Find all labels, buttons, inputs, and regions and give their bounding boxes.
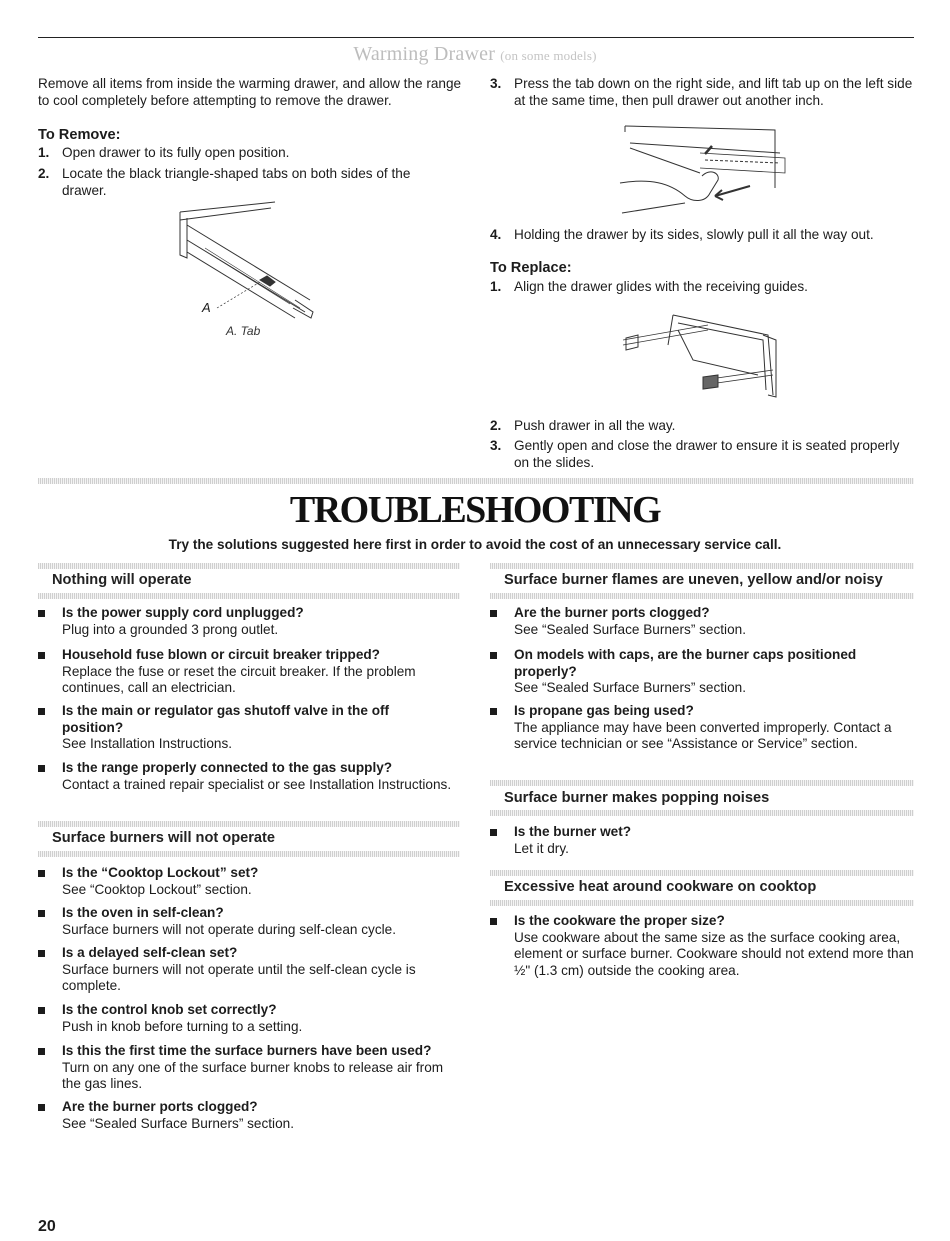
bullet [38,910,45,917]
heading-band [490,900,914,906]
warming-intro: Remove all items from inside the warming drawer, and allow the range to cool completely before attempting to remove the drawer. [38,76,462,108]
bullet [38,765,45,772]
heading-nothing-will-operate [38,563,460,599]
top-rule [38,37,914,38]
answer: The appliance may have been converted improperly. Contact a service technician or see “Assistance or Service” section. [514,719,892,752]
bullet [490,708,497,715]
answer: Surface burners will not operate during self-clean cycle. [62,921,396,937]
question: Are the burner ports clogged? [62,1099,258,1114]
heading-band [490,563,914,569]
step-number: 4. [490,227,502,242]
step-text: Locate the black triangle-shaped tabs on both sides of the drawer. [62,166,411,198]
step-number: 1. [38,145,50,160]
bullet [38,610,45,617]
drawer-pull-illustration [610,118,790,218]
answer: Use cookware about the same size as the surface cooking area, element or surface burner. Cookware should not extend more than ½" (1.3 cm) outside the cooking area. [514,929,914,978]
answer: Contact a trained repair specialist or see Installation Instructions. [62,776,452,792]
list-item [38,703,443,753]
question: Is a delayed self-clean set? [62,945,238,960]
remove-step-4 [490,227,915,244]
question: Is the power supply cord unplugged? [62,605,304,620]
heading-band [490,810,914,816]
section-title-text: Warming Drawer [353,43,496,65]
question: Is the oven in self-clean? [62,905,224,920]
bullet [490,610,497,617]
troubleshooting-intro: Try the solutions suggested here first in order to avoid the cost of an unnecessary service call. [168,537,782,552]
heading-surface-burners-will-not-operate [38,821,460,857]
step-text: Holding the drawer by its sides, slowly pull it all the way out. [514,227,874,242]
bullet [38,1007,45,1014]
figure-caption: A. Tab [226,324,261,338]
bullet [490,829,497,836]
step-number: 3. [490,76,502,91]
section-divider [38,478,914,484]
bullet [490,652,497,659]
step-text: Align the drawer glides with the receiving guides. [514,279,808,294]
list-item [490,703,914,753]
answer: See “Sealed Surface Burners” section. [514,680,746,696]
answer: See “Sealed Surface Burners” section. [514,621,746,637]
bullet [38,652,45,659]
replace-step-1 [490,279,915,296]
answer: Let it dry. [514,840,569,856]
step-number: 3. [490,438,502,453]
step-number: 2. [490,418,502,433]
question: Are the burner ports clogged? [514,605,710,620]
step-text: Push drawer in all the way. [514,418,676,433]
question: Is the range properly connected to the gas supply? [62,760,393,775]
question: Is the “Cooktop Lockout” set? [62,865,259,880]
answer: See “Sealed Surface Burners” section. [62,1115,294,1131]
heading-text: Nothing will operate [52,572,192,588]
heading-excessive-heat [490,870,914,906]
list-item [38,760,460,793]
answer: Turn on any one of the surface burner knobs to release air from the gas lines. [62,1059,444,1092]
bullet [38,1048,45,1055]
heading-popping-noises [490,780,914,816]
remove-step-2 [38,166,458,199]
heading-flames-uneven [490,563,914,599]
list-item [38,865,460,898]
list-item [38,605,460,638]
step-text: Press the tab down on the right side, and lift tab up on the left side at the same time, then pull drawer out another inch. [514,76,913,108]
heading-text: Surface burner flames are uneven, yellow and/or noisy [504,572,883,588]
replace-step-2 [490,418,915,435]
heading-band [38,593,460,599]
heading-band [38,821,460,827]
troubleshooting-title: TROUBLESHOOTING [289,489,661,531]
answer: See “Cooktop Lockout” section. [62,881,252,897]
page-number: 20 [38,1218,56,1235]
list-item [490,647,914,697]
heading-text: Surface burner makes popping noises [504,790,770,806]
section-subtitle: (on some models) [500,48,597,63]
question: Is the main or regulator gas shutoff valve in the off position? [62,703,390,735]
heading-band [38,563,460,569]
question: Is the burner wet? [514,824,632,839]
step-number: 2. [38,166,50,181]
question: On models with caps, are the burner caps positioned properly? [514,647,857,679]
question: Is the cookware the proper size? [514,913,725,928]
heading-text: Surface burners will not operate [52,830,276,846]
bullet [38,1104,45,1111]
list-item [490,824,914,857]
answer: Push in knob before turning to a setting. [62,1018,303,1034]
list-item [38,1002,460,1035]
step-text: Gently open and close the drawer to ensure it is seated properly on the slides. [514,438,900,470]
list-item [38,905,460,938]
drawer-tab-illustration [175,200,320,325]
list-item [38,1043,460,1093]
heading-band [490,593,914,599]
list-item [38,945,460,995]
question: Is propane gas being used? [514,703,694,718]
answer: See Installation Instructions. [62,736,233,752]
bullet [38,870,45,877]
bullet [38,950,45,957]
list-item [38,1099,460,1132]
replace-step-3 [490,438,900,471]
answer: Surface burners will not operate until the self-clean cycle is complete. [62,961,416,994]
drawer-replace-illustration [618,305,783,400]
answer: Plug into a grounded 3 prong outlet. [62,621,279,637]
heading-band [38,851,460,857]
bullet [38,708,45,715]
heading-band [490,870,914,876]
to-replace-heading: To Replace: [490,260,572,276]
question: Is the control knob set correctly? [62,1002,277,1017]
question: Household fuse blown or circuit breaker tripped? [62,647,380,662]
list-item [490,605,914,638]
list-item [38,647,460,697]
remove-step-3 [490,76,915,109]
question: Is this the first time the surface burners have been used? [62,1043,432,1058]
heading-text: Excessive heat around cookware on cooktop [504,879,817,895]
to-remove-heading: To Remove: [38,127,121,143]
bullet [490,918,497,925]
step-number: 1. [490,279,502,294]
step-text: Open drawer to its fully open position. [62,145,290,160]
answer: Replace the fuse or reset the circuit breaker. If the problem continues, call an electrician. [62,663,416,696]
figure-label-a: A [202,300,211,315]
heading-band [490,780,914,786]
remove-step-1 [38,145,468,162]
list-item [490,913,914,979]
section-title [0,43,950,66]
